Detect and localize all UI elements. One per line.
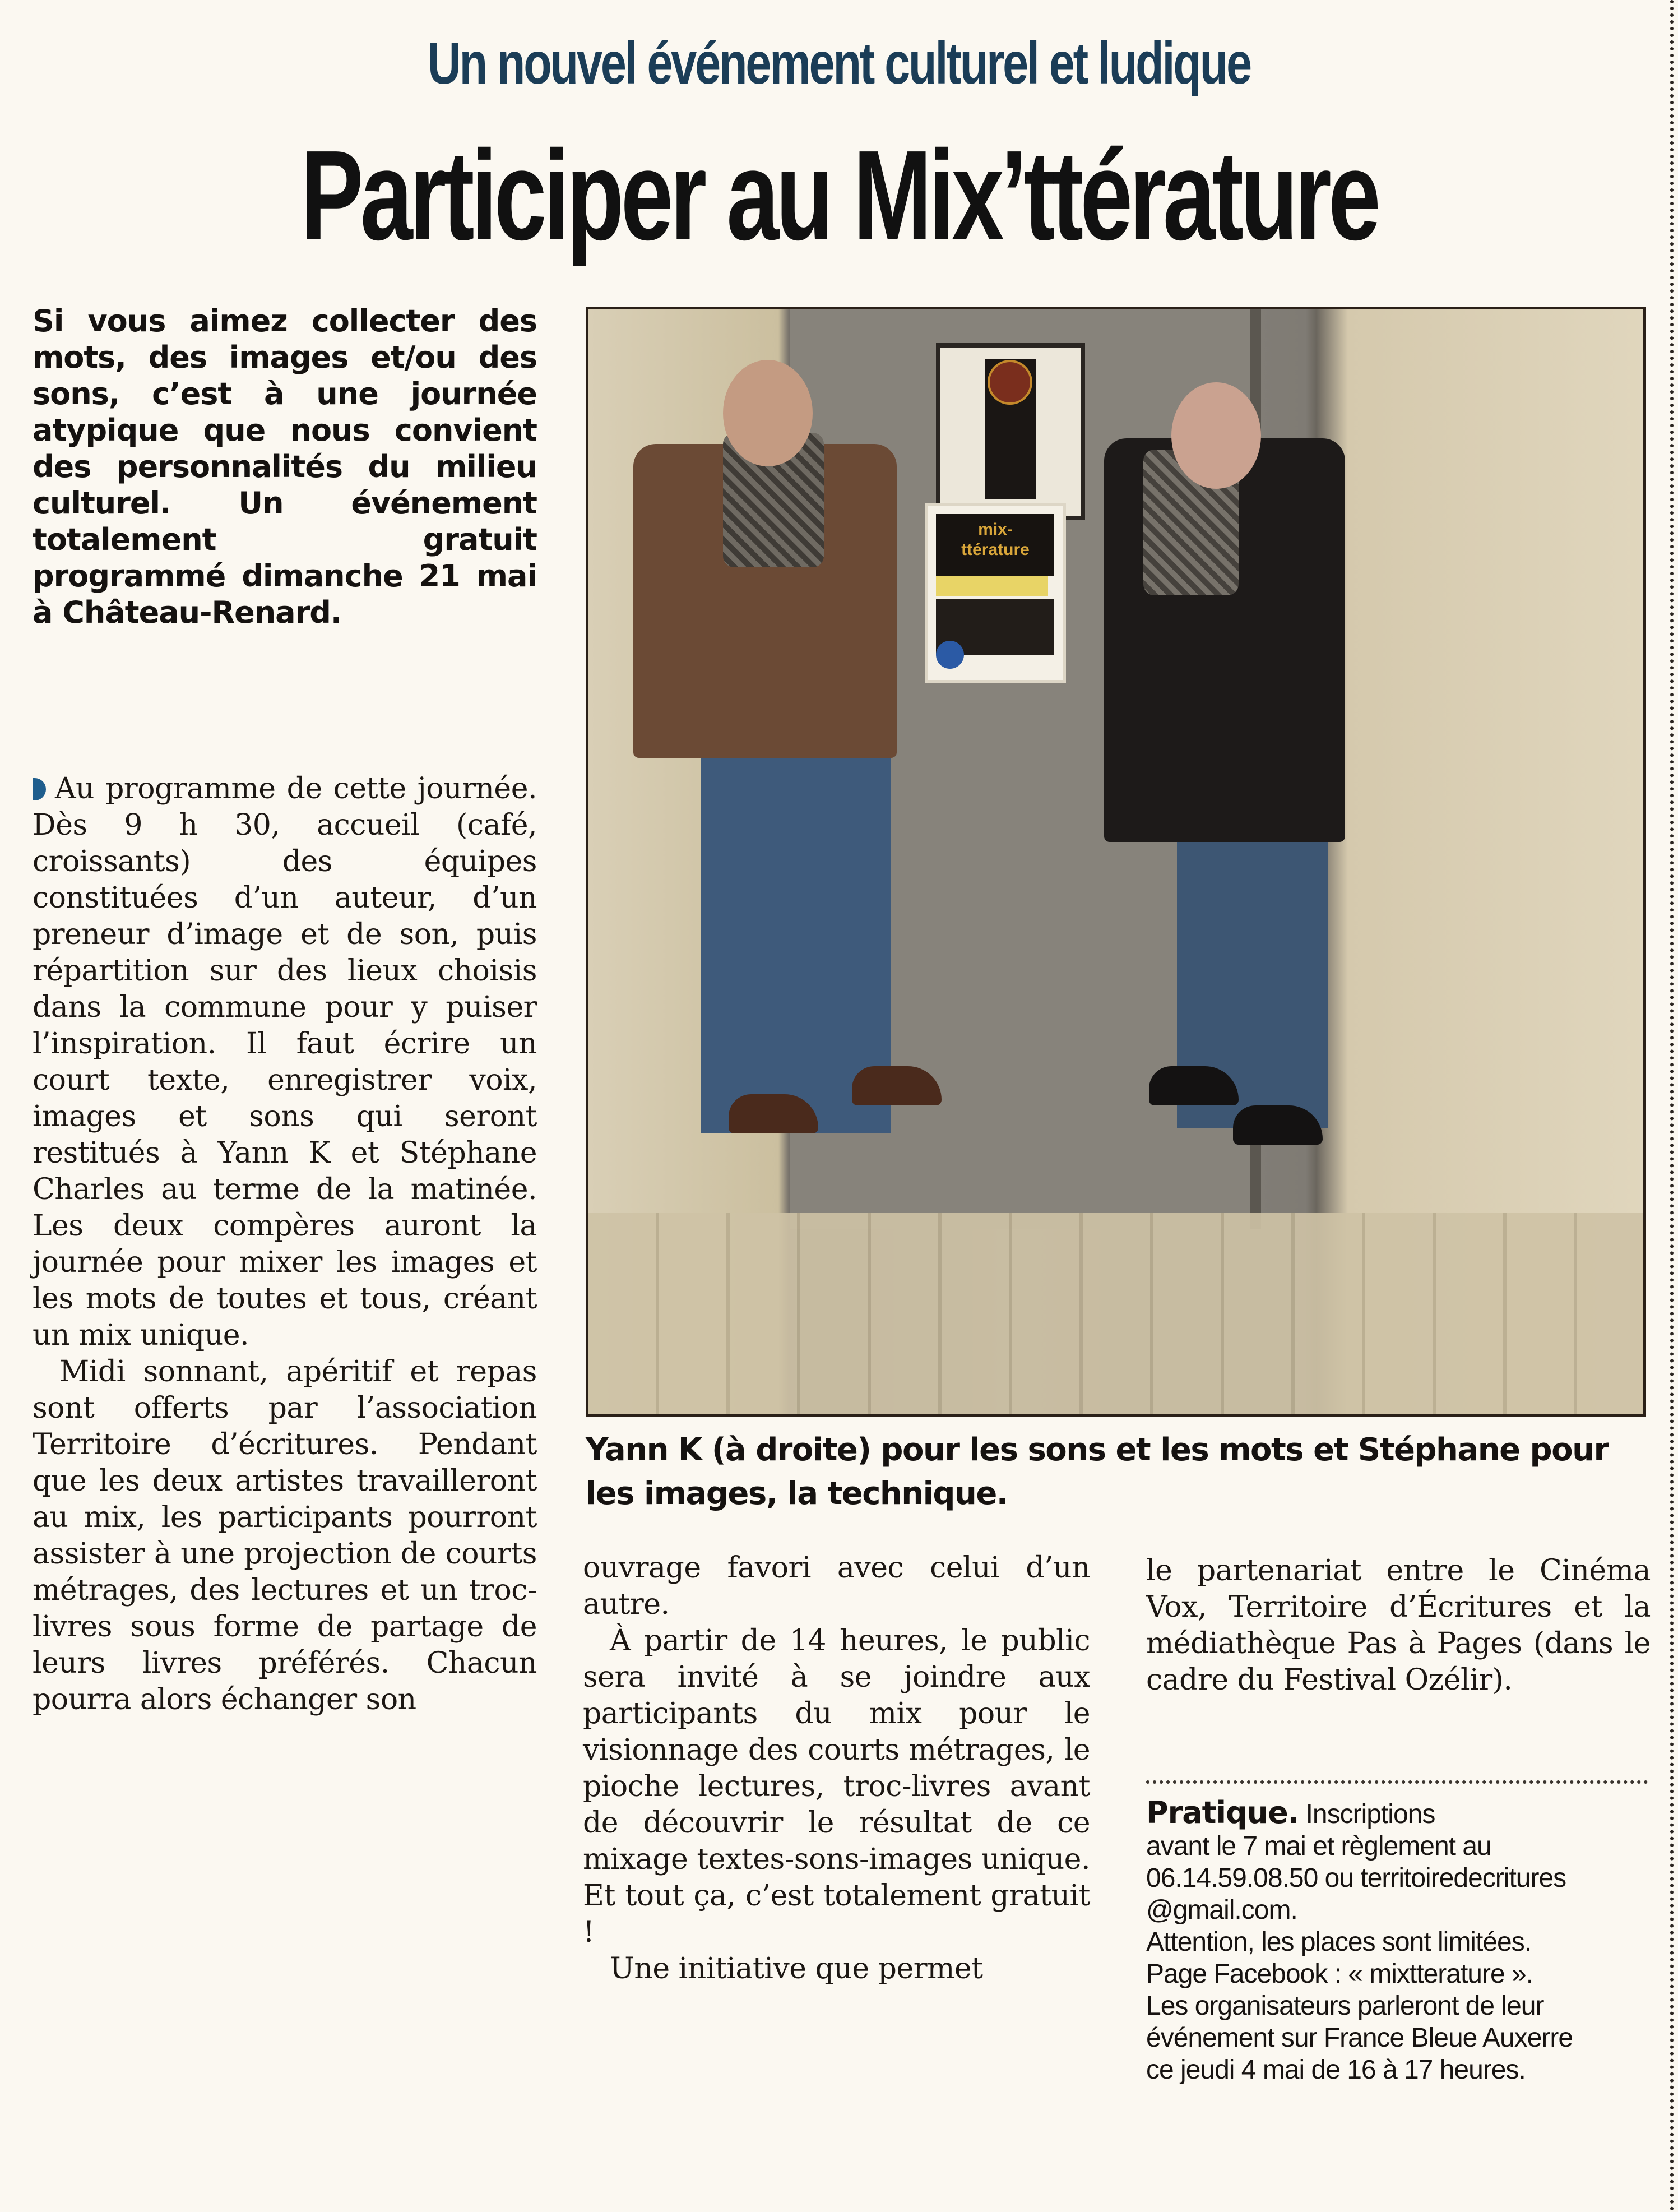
article-intro: Si vous aimez collecter des mots, des images et/ou des sons, c’est à une journée atypique que nous convient des personnalités du milieu culturel. Un événement totalement gratuit programmé dimanche 21 mai à Château-Renard.: [33, 303, 537, 630]
pratique-line: ce jeudi 4 mai de 16 à 17 heures.: [1146, 2055, 1526, 2085]
article-kicker: Un nouvel événement culturel et ludique: [428, 30, 1250, 96]
body-column-middle: [583, 1550, 1090, 1987]
photo-cinema-plaque: [936, 343, 1085, 520]
body-paragraph: Une initiative que permet: [610, 1952, 983, 1986]
pratique-facebook: Page Facebook : « mixtterature ».: [1146, 1959, 1533, 1989]
body-paragraph: [33, 771, 537, 1354]
pratique-line: Inscriptions: [1305, 1799, 1435, 1829]
page-dotted-border: [1670, 0, 1674, 2212]
body-paragraph: le partenariat entre le Cinéma Vox, Territoire d’Écritures et la médiathèque Pas à Pages (dans le cadre du Festival Ozélir).: [1146, 1554, 1651, 1697]
article-photo: [586, 307, 1646, 1417]
person-right-head: [1171, 382, 1261, 489]
pratique-box: [1146, 1797, 1651, 2086]
body-column-left: [33, 771, 537, 1718]
paragraph-text: Au programme de cette journée. Dès 9 h 30, accueil (café, croissants) des équipes constituées d’un auteur, d’un preneur d’image et de son, puis répartition sur des lieux choisis dans la commune pour y puiser l’inspiration. Il faut écrire un court texte, enregistrer voix, images et sons qui seront restitués à Yann K et Stéphane Charles au terme de la matinée. Les deux compères auront la journée pour mixer les images et les mots de toutes et tous, créant un mix unique.: [33, 772, 537, 1352]
film-reel-icon: [988, 360, 1032, 405]
event-poster: [925, 503, 1066, 683]
body-paragraph: À partir de 14 heures, le public sera invité à se joindre aux participants du mix pour le visionnage des courts métrages, le pioche lectures, troc-livres avant de découvrir le résultat de ce mixage textes-sons-images unique. Et tout ça, c’est totalement gratuit !: [583, 1624, 1090, 1949]
photo-caption: Yann K (à droite) pour les sons et les mots et Stéphane pour les images, la technique.: [586, 1432, 1609, 1512]
pratique-line: Attention, les places sont limitées.: [1146, 1927, 1532, 1957]
pratique-line: Les organisateurs parleront de leur: [1146, 1991, 1544, 2021]
body-column-right: [1146, 1553, 1651, 1699]
pratique-email: @gmail.com.: [1146, 1895, 1297, 1925]
pratique-divider: [1146, 1780, 1648, 1784]
paragraph-bullet-icon: [33, 778, 46, 800]
person-left-head: [723, 360, 813, 466]
poster-logo-icon: [936, 641, 964, 669]
article-headline: Participer au Mix’ttérature: [300, 124, 1378, 267]
body-paragraph: ouvrage favori avec celui d’un autre.: [583, 1551, 1090, 1621]
pratique-line: avant le 7 mai et règlement au: [1146, 1831, 1491, 1861]
poster-highlight: [936, 576, 1048, 596]
poster-title: mix-ttérature: [961, 520, 1030, 559]
pratique-line: 06.14.59.08.50 ou territoiredecritures: [1146, 1863, 1566, 1893]
pratique-line: événement sur France Bleue Auxerre: [1146, 2023, 1573, 2053]
pratique-first-line: [1146, 1797, 1651, 1830]
pratique-label: Pratique.: [1146, 1795, 1299, 1830]
body-paragraph: Midi sonnant, apéritif et repas sont offerts par l’association Territoire d’écritures. Pendant que les deux artistes travailleront au mix, les participants pourront assister à une projection de courts métrages, des lectures et un troc-livres sous forme de partage de leurs livres préférés. Chacun pourra alors échanger son: [33, 1355, 537, 1716]
photo-pavement: [588, 1213, 1643, 1414]
